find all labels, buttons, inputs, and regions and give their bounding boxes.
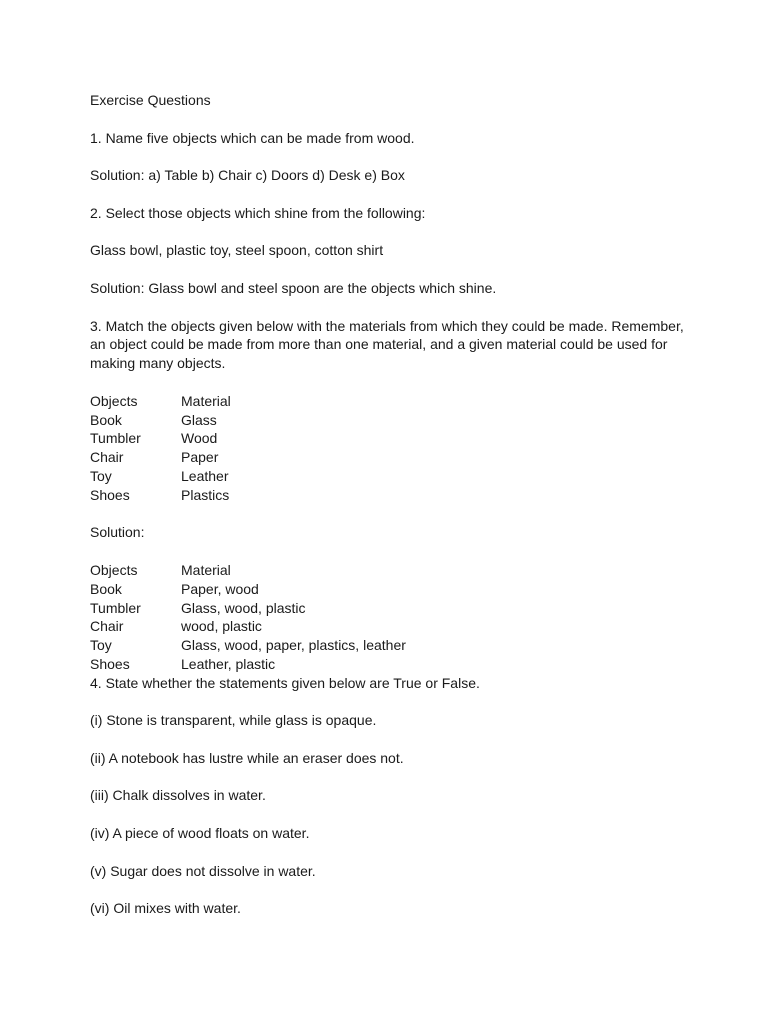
- spacer: [90, 147, 690, 166]
- statement-item: (ii) A notebook has lustre while an eraser does not.: [90, 749, 404, 766]
- table-row: [90, 467, 690, 486]
- solution-3-label: Solution:: [90, 524, 145, 541]
- solution-2: Solution: Glass bowl and steel spoon are the objects which shine.: [90, 279, 497, 296]
- spacer: [90, 843, 690, 862]
- question-3-line-3: making many objects.: [90, 355, 226, 372]
- page-heading: Exercise Questions: [90, 92, 211, 108]
- object-cell: Tumbler: [90, 430, 141, 447]
- spacer: [90, 223, 690, 242]
- material-cell: Glass, wood, paper, plastics, leather: [181, 637, 406, 654]
- table-row: [90, 429, 690, 448]
- question-2: 2. Select those objects which shine from the following:: [90, 204, 426, 221]
- spacer: [90, 542, 690, 561]
- spacer: [90, 260, 690, 279]
- question-2-options: Glass bowl, plastic toy, steel spoon, cotton shirt: [90, 242, 384, 259]
- statement-item: (iv) A piece of wood floats on water.: [90, 825, 310, 842]
- spacer: [90, 373, 690, 392]
- table-row: [90, 655, 690, 674]
- question-4: 4. State whether the statements given below are True or False.: [90, 674, 480, 691]
- table-row: [90, 411, 690, 430]
- material-cell: Glass: [181, 411, 217, 428]
- statement-item: (v) Sugar does not dissolve in water.: [90, 862, 316, 879]
- material-cell: Wood: [181, 430, 218, 447]
- object-cell: Book: [90, 580, 122, 597]
- spacer: [90, 805, 690, 824]
- spacer: [90, 880, 690, 899]
- question-3-line-2: an object could be made from more than one material, and a given material could be used for: [90, 336, 668, 353]
- spacer: [90, 110, 690, 129]
- solution-1: Solution: a) Table b) Chair c) Doors d) Desk e) Box: [90, 167, 405, 184]
- material-cell: Leather, plastic: [181, 655, 276, 672]
- statement-item: (i) Stone is transparent, while glass is opaque.: [90, 712, 377, 729]
- object-cell: Chair: [90, 449, 124, 466]
- object-cell: Toy: [90, 637, 112, 654]
- material-cell: Leather: [181, 467, 229, 484]
- material-cell: Plastics: [181, 486, 230, 503]
- spacer: [90, 505, 690, 524]
- match-table: [90, 392, 690, 505]
- table-row: [90, 617, 690, 636]
- header-material: Material: [181, 392, 231, 409]
- table-row: [90, 580, 690, 599]
- header-objects: Objects: [90, 392, 138, 409]
- material-cell: Paper: [181, 449, 219, 466]
- material-cell: wood, plastic: [181, 618, 262, 635]
- document-page: [90, 91, 690, 918]
- table-row: [90, 448, 690, 467]
- table-row: [90, 486, 690, 505]
- object-cell: Chair: [90, 618, 124, 635]
- statement-item: (iii) Chalk dissolves in water.: [90, 787, 266, 804]
- spacer: [90, 185, 690, 204]
- solution-table-header: [90, 561, 690, 580]
- question-3-line-1: 3. Match the objects given below with the materials from which they could be made. Remember,: [90, 317, 684, 334]
- object-cell: Book: [90, 411, 122, 428]
- spacer: [90, 730, 690, 749]
- object-cell: Shoes: [90, 486, 130, 503]
- spacer: [90, 298, 690, 317]
- header-material: Material: [181, 561, 231, 578]
- object-cell: Toy: [90, 467, 112, 484]
- question-1: 1. Name five objects which can be made from wood.: [90, 129, 415, 146]
- spacer: [90, 693, 690, 712]
- object-cell: Shoes: [90, 655, 130, 672]
- spacer: [90, 768, 690, 787]
- table-row: [90, 599, 690, 618]
- material-cell: Glass, wood, plastic: [181, 599, 306, 616]
- material-cell: Paper, wood: [181, 580, 259, 597]
- header-objects: Objects: [90, 561, 138, 578]
- solution-table: [90, 561, 690, 674]
- statement-item: (vi) Oil mixes with water.: [90, 900, 241, 917]
- table-row: [90, 636, 690, 655]
- match-table-header: [90, 392, 690, 411]
- object-cell: Tumbler: [90, 599, 141, 616]
